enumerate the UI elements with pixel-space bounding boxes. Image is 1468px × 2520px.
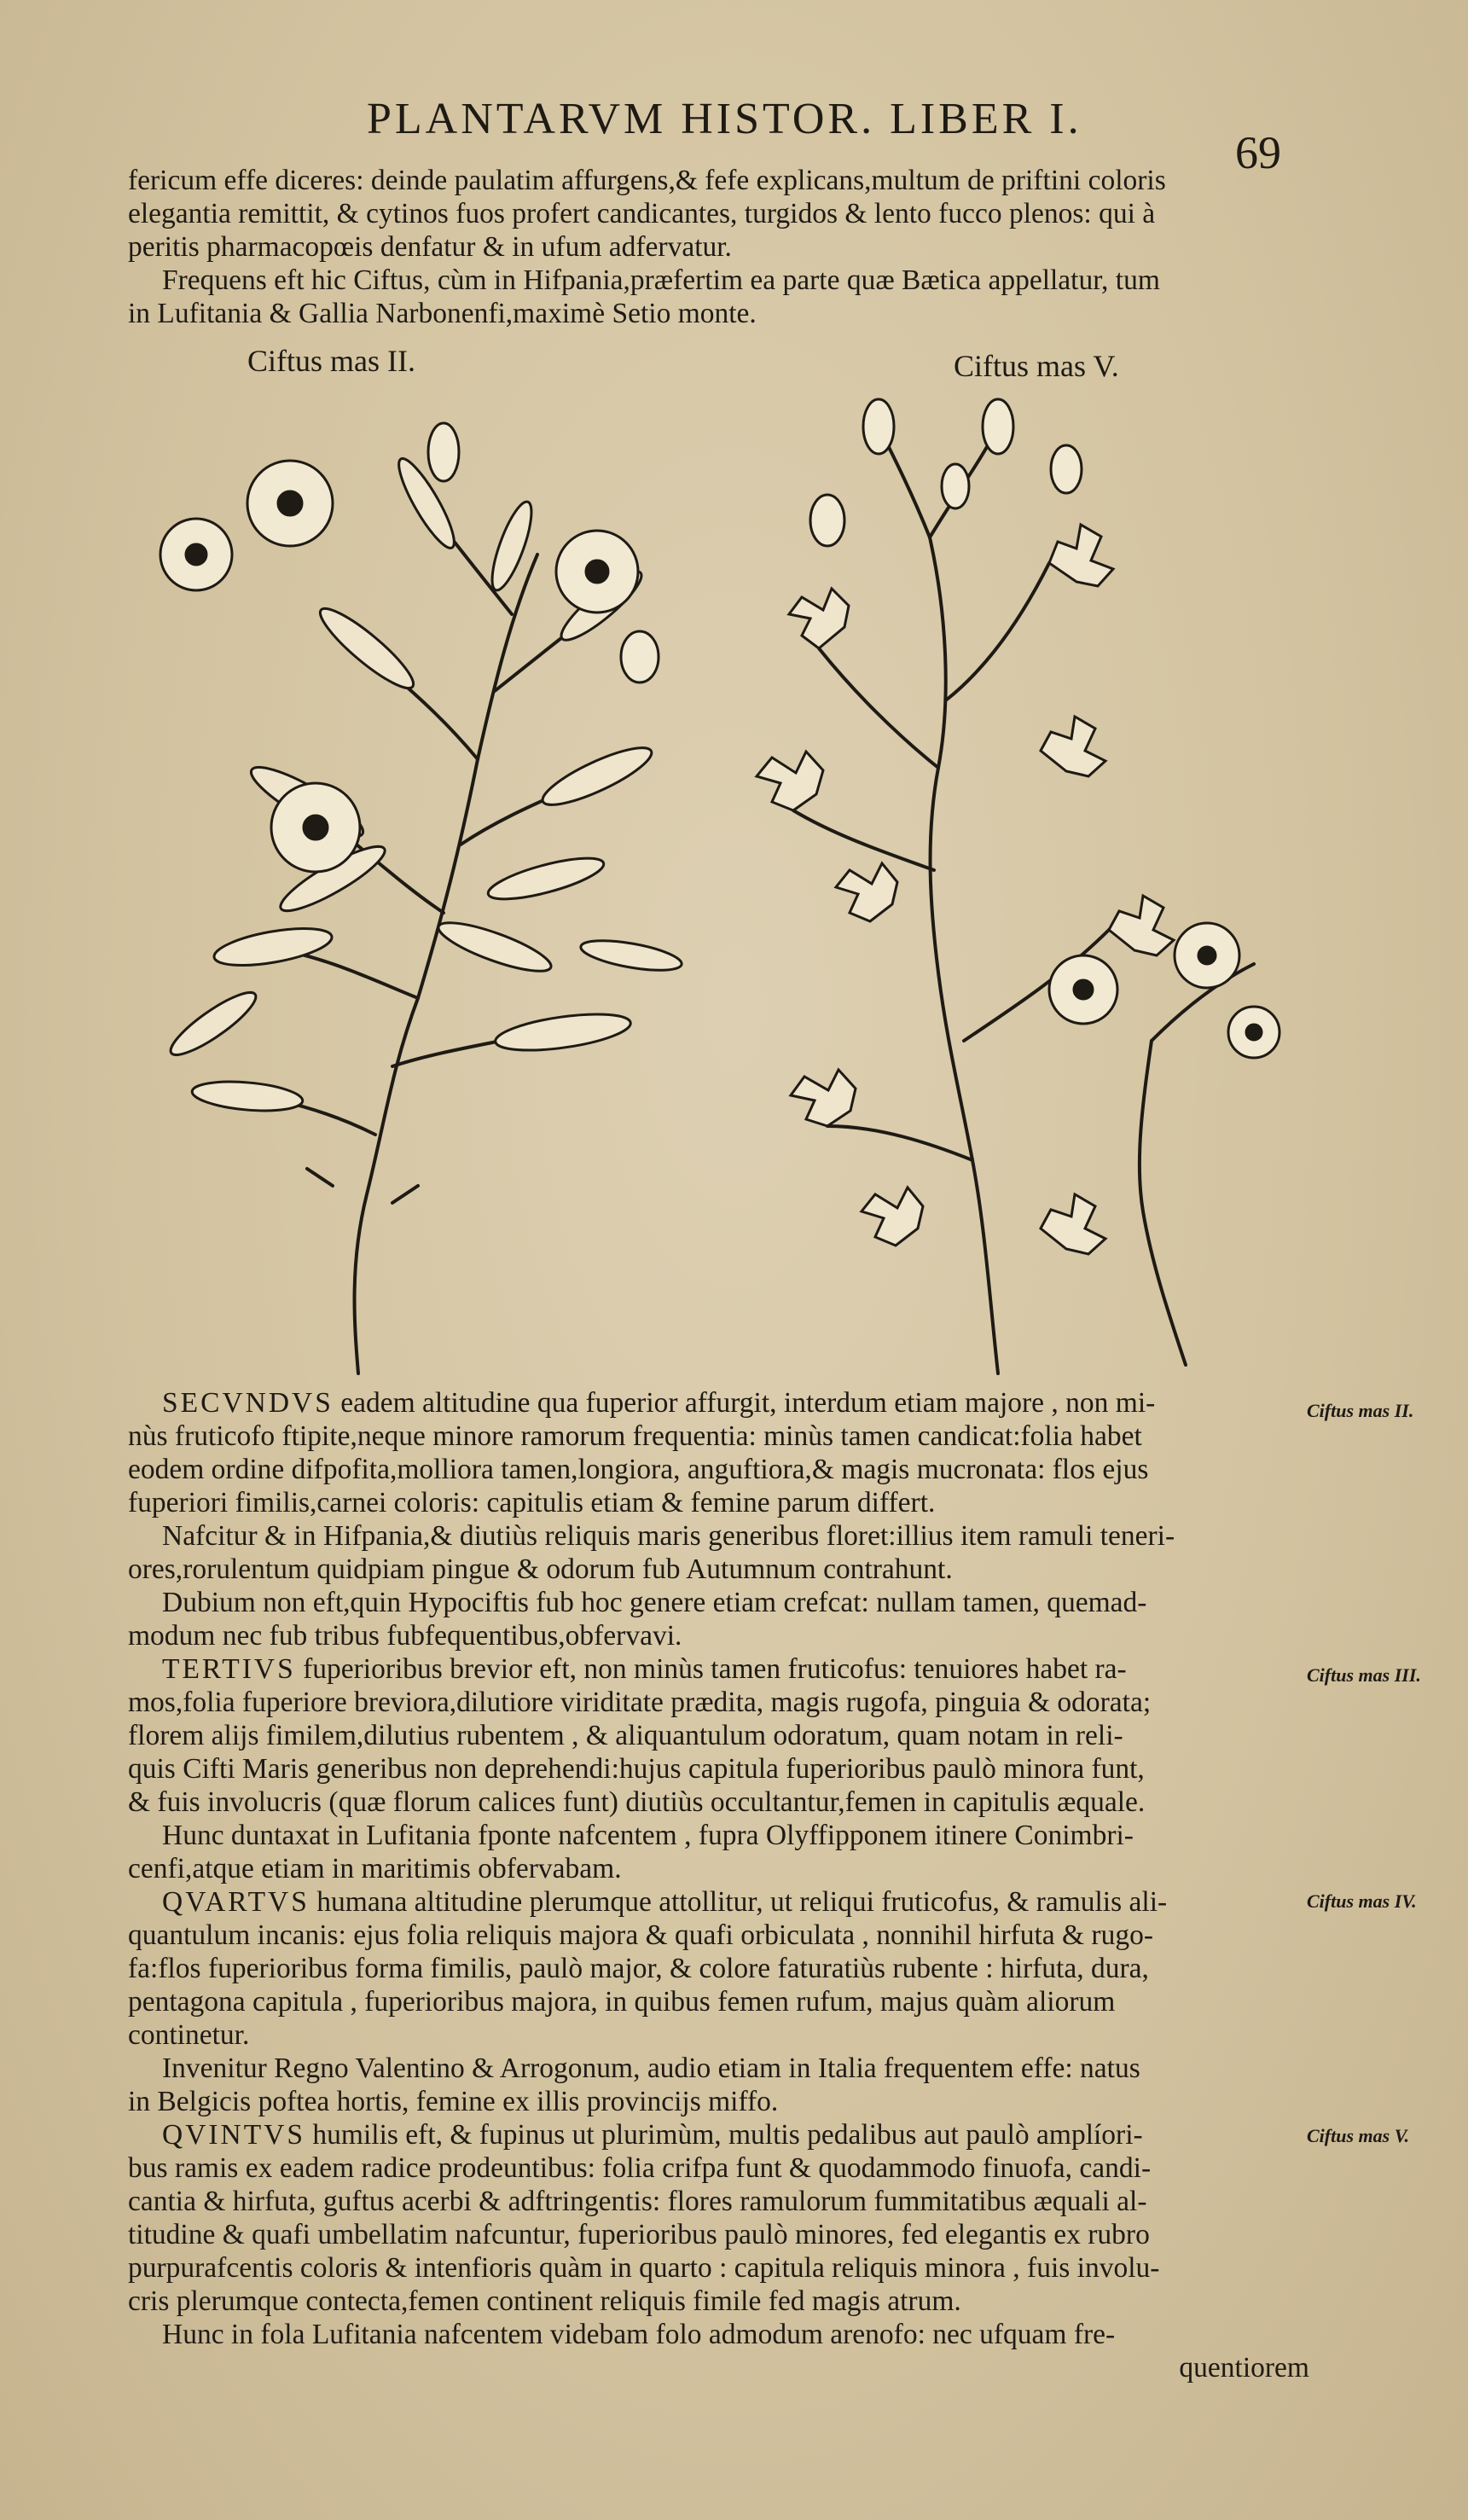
text-line: Invenitur Regno Valentino & Arrogonum, audio etiam in Italia frequentem effe: natus [162, 2053, 1140, 2084]
paragraph [128, 2318, 1309, 2351]
paragraph-lead: SECVNDVS [162, 1387, 334, 1419]
text-line: fa:flos fuperioribus forma fimilis, paulò major, & colore faturatiùs rubente : hirfuta, dura, [128, 1953, 1149, 1984]
text-line: florem alijs fimilem,dilutius rubentem , & aliquantulum odoratum, quam notam in reli- [128, 1720, 1123, 1751]
paragraph-tertius [128, 1652, 1309, 1819]
running-head: PLANTARVM HISTOR. LIBER I. [367, 95, 1082, 143]
caption-left: Ciftus mas II. [247, 344, 415, 378]
margin-note-iv: Ciftus mas IV. [1307, 1890, 1417, 1912]
woodcut-cistus-mas-v [742, 392, 1305, 1382]
text-line: mos,folia fuperiore breviora,dilutiore viriditate prædita, magis rugofa, pinguia & odorata; [128, 1687, 1152, 1718]
text-line: Dubium non eft,quin Hypociftis fub hoc genere etiam crefcat: nullam tamen, quemad- [162, 1587, 1147, 1618]
text-line: continetur. [128, 2019, 250, 2051]
text-line: cantia & hirfuta, guftus acerbi & adftringentis: flores ramulorum fummitatibus æquali al- [128, 2186, 1147, 2217]
text-line: titudine & quafi umbellatim nafcuntur, fuperioribus paulò minores, fed elegantis ex rubro [128, 2219, 1150, 2250]
paragraph-quartus [128, 1885, 1309, 2052]
text-line: elegantia remittit, & cytinos fuos profert candicantes, turgidos & lento fucco plenos: qui à [128, 198, 1156, 229]
paragraph-lead: TERTIVS [162, 1653, 296, 1685]
text-line: nùs fruticofo ftipite,neque minore ramorum frequentia: minùs tamen candicat:folia habet [128, 1420, 1142, 1452]
text-line: fuperiori fimilis,carnei coloris: capitulis etiam & femine parum differt. [128, 1487, 936, 1518]
text-line: in Lufitania & Gallia Narbonenfi,maximè Setio monte. [128, 298, 757, 329]
text-line: in Belgicis poftea hortis, femine ex illis provincijs miffo. [128, 2086, 779, 2117]
paragraph-lead: QVINTVS [162, 2119, 306, 2151]
woodcut-cistus-mas-ii [136, 401, 691, 1382]
text-line: Frequens eft hic Ciftus, cùm in Hifpania,præfertim ea parte quæ Bætica appellatur, tum [162, 264, 1160, 296]
margin-note-iii: Ciftus mas III. [1307, 1664, 1421, 1686]
text-line: eadem altitudine qua fuperior affurgit, interdum etiam majore , non mi- [340, 1387, 1156, 1419]
text-line: cenfi,atque etiam in maritimis obfervabam. [128, 1853, 622, 1884]
text-line: fericum effe diceres: deinde paulatim affurgens,& fefe explicans,multum de priftini coloris [128, 165, 1166, 196]
catchword: quentiorem [1179, 2352, 1309, 2384]
paragraph-quintus [128, 2118, 1309, 2318]
text-line: humana altitudine plerumque attollitur, ut reliqui fruticofus, & ramulis ali- [316, 1886, 1168, 1918]
caption-right: Ciftus mas V. [954, 349, 1119, 383]
margin-note-v: Ciftus mas V. [1307, 2125, 1410, 2146]
paragraph [128, 1819, 1309, 1885]
text-line: quis Cifti Maris generibus non deprehendi:hujus capitula fuperioribus paulò minora funt, [128, 1753, 1145, 1785]
text-line: Hunc in fola Lufitania nafcentem videbam folo admodum arenofo: nec ufquam fre- [162, 2319, 1116, 2350]
paragraph [128, 1519, 1309, 1586]
text-line: purpurafcentis coloris & intenfioris quàm in quarto : capitula reliquis minora , fuis involu- [128, 2252, 1160, 2284]
text-line: Hunc duntaxat in Lufitania fponte nafcentem , fupra Olyffipponem itinere Conimbri- [162, 1820, 1134, 1851]
intro-block [128, 164, 1309, 330]
text-line: bus ramis ex eadem radice prodeuntibus: folia crifpa funt & quodammodo finuofa, candi- [128, 2152, 1152, 2184]
paragraph-secundus [128, 1386, 1309, 1519]
text-line: eodem ordine difpofita,molliora tamen,longiora, anguftiora,& magis mucronata: flos ejus [128, 1454, 1149, 1485]
body-text [128, 1386, 1309, 2384]
paragraph [128, 2052, 1309, 2118]
text-line: ores,rorulentum quidpiam pingue & odorum fub Autumnum contrahunt. [128, 1553, 953, 1585]
text-line: Nafcitur & in Hifpania,& diutiùs reliquis maris generibus floret:illius item ramuli teneri- [162, 1520, 1175, 1552]
text-line: pentagona capitula , fuperioribus majora, in quibus femen rufum, majus quàm aliorum [128, 1986, 1116, 2018]
text-line: humilis eft, & fupinus ut plurimùm, multis pedalibus aut paulò amplíori- [312, 2119, 1143, 2151]
text-line: peritis pharmacopœis denfatur & in ufum adfervatur. [128, 231, 732, 263]
paragraph-lead: QVARTVS [162, 1886, 310, 1918]
text-line: fuperioribus brevior eft, non minùs tamen fruticofus: tenuiores habet ra- [303, 1653, 1127, 1685]
margin-note-ii: Ciftus mas II. [1307, 1400, 1414, 1421]
paragraph [128, 1586, 1309, 1652]
text-line: modum nec fub tribus fubfequentibus,obfervavi. [128, 1620, 682, 1652]
page-number: 69 [1235, 127, 1281, 178]
text-line: & fuis involucris (quæ florum calices funt) diutiùs occultantur,femen in capitulis æquale. [128, 1786, 1146, 1818]
text-line: cris plerumque contecta,femen continent reliquis fimile fed magis atrum. [128, 2285, 961, 2317]
text-line: quantulum incanis: ejus folia reliquis majora & quafi orbiculata , nonnihil hirfuta & rugo- [128, 1919, 1153, 1951]
